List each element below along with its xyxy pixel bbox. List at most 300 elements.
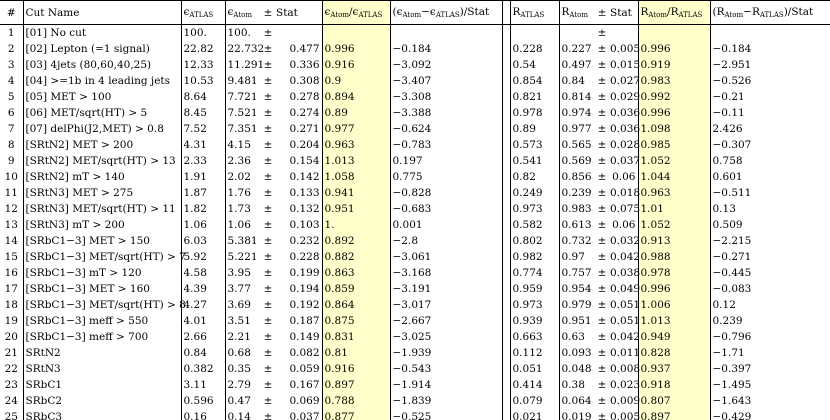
- eff-atlas: 10.53: [181, 73, 225, 89]
- eff-diff: [390, 25, 502, 42]
- eff-pm: ±: [263, 251, 273, 263]
- r-diff: −0.397: [710, 361, 830, 377]
- r-stat: 0.038: [610, 267, 641, 279]
- table-row: [0, 89, 830, 105]
- r-diff: 0.239: [710, 313, 830, 329]
- header-eff-atom: ϵAtom: [225, 1, 262, 25]
- r-atlas: 0.541: [510, 153, 559, 169]
- header-r-ratio: RAtom/RATLAS: [638, 1, 710, 25]
- row-index: 19: [4, 315, 18, 327]
- eff-atom: 1.73: [225, 201, 262, 217]
- row-index: 24: [4, 395, 18, 407]
- r-atlas: 0.54: [510, 57, 559, 73]
- r-diff: −0.796: [710, 329, 830, 345]
- r-ratio: 0.992: [638, 89, 710, 105]
- eff-diff: −0.783: [390, 137, 502, 153]
- r-atlas: 0.573: [510, 137, 559, 153]
- eff-diff: −0.543: [390, 361, 502, 377]
- cut-name: SRbC2: [23, 393, 181, 409]
- eff-ratio: 0.89: [322, 105, 390, 121]
- r-ratio: 0.913: [638, 233, 710, 249]
- eff-atlas: 0.596: [181, 393, 225, 409]
- table-row: [0, 25, 830, 42]
- table-row: [0, 201, 830, 217]
- table-row: [0, 329, 830, 345]
- column-separator: [502, 185, 510, 201]
- eff-atlas: 6.03: [181, 233, 225, 249]
- eff-ratio: 0.894: [322, 89, 390, 105]
- eff-pm: ±: [263, 219, 273, 231]
- r-atlas: 0.939: [510, 313, 559, 329]
- eff-stat: 0.037: [289, 411, 320, 420]
- column-separator: [502, 329, 510, 345]
- eff-ratio: 0.859: [322, 281, 390, 297]
- r-pm: ±: [597, 411, 607, 420]
- eff-atlas: 4.39: [181, 281, 225, 297]
- eff-pm: ±: [263, 123, 273, 135]
- r-pm: ±: [597, 267, 607, 279]
- table-row: [0, 169, 830, 185]
- r-diff: −0.526: [710, 73, 830, 89]
- header-r-atom: RAtom: [559, 1, 596, 25]
- row-index: 14: [4, 235, 18, 247]
- r-diff: −2.951: [710, 57, 830, 73]
- r-atom: 0.239: [559, 185, 596, 201]
- eff-stat: 0.228: [289, 251, 320, 263]
- eff-diff: 0.775: [390, 169, 502, 185]
- r-pm: ±: [597, 299, 607, 311]
- header-eff-atlas: ϵATLAS: [181, 1, 225, 25]
- r-stat: 0.036: [610, 107, 641, 119]
- eff-stat: 0.069: [289, 395, 320, 407]
- r-ratio: 0.996: [638, 41, 710, 57]
- eff-ratio: 0.916: [322, 361, 390, 377]
- column-separator: [502, 409, 510, 420]
- eff-diff: 0.197: [390, 153, 502, 169]
- cut-name: [SRbC1−3] mT > 120: [23, 265, 181, 281]
- eff-diff: −0.525: [390, 409, 502, 420]
- eff-diff: 0.001: [390, 217, 502, 233]
- r-atlas: 0.112: [510, 345, 559, 361]
- row-index: 4: [7, 75, 15, 87]
- r-pm: ±: [597, 251, 607, 263]
- eff-atom: 0.47: [225, 393, 262, 409]
- eff-ratio: 0.863: [322, 265, 390, 281]
- r-ratio: [638, 25, 710, 42]
- r-atom: 0.38: [559, 377, 596, 393]
- r-atlas: 0.802: [510, 233, 559, 249]
- column-separator: [502, 377, 510, 393]
- r-pm: ±: [597, 283, 607, 295]
- r-stat: 0.028: [610, 139, 641, 151]
- eff-pm: ±: [263, 363, 273, 375]
- r-pm: ±: [597, 363, 607, 375]
- r-ratio: 0.996: [638, 281, 710, 297]
- r-atlas: 0.663: [510, 329, 559, 345]
- r-pm: ±: [597, 43, 607, 55]
- eff-diff: −3.017: [390, 297, 502, 313]
- r-stat: [608, 25, 638, 42]
- r-atom: 0.613: [559, 217, 596, 233]
- eff-diff: −3.092: [390, 57, 502, 73]
- eff-atlas: 5.92: [181, 249, 225, 265]
- eff-stat: 0.278: [289, 91, 320, 103]
- r-pm: ±: [597, 315, 607, 327]
- cut-name: [SRbC1−3] MET/sqrt(HT) > 8: [23, 297, 181, 313]
- eff-ratio: [322, 25, 390, 42]
- eff-stat: 0.192: [289, 299, 320, 311]
- cut-name: SRbC3: [23, 409, 181, 420]
- cut-name: [SRtN2] MET/sqrt(HT) > 13: [23, 153, 181, 169]
- eff-stat: 0.204: [289, 139, 320, 151]
- row-index: 20: [4, 331, 18, 343]
- column-separator: [502, 41, 510, 57]
- r-diff: −0.11: [710, 105, 830, 121]
- r-ratio: 0.937: [638, 361, 710, 377]
- table-row: [0, 137, 830, 153]
- r-atlas: 0.774: [510, 265, 559, 281]
- r-diff: −0.429: [710, 409, 830, 420]
- r-atlas: 0.021: [510, 409, 559, 420]
- r-pm: ±: [597, 187, 607, 199]
- r-pm: ±: [597, 91, 607, 103]
- r-diff: −0.184: [710, 41, 830, 57]
- row-index: 9: [7, 155, 15, 167]
- column-separator: [502, 201, 510, 217]
- r-diff: −0.21: [710, 89, 830, 105]
- column-separator: [502, 73, 510, 89]
- r-ratio: 0.963: [638, 185, 710, 201]
- r-stat: 0.029: [610, 91, 641, 103]
- r-ratio: 1.013: [638, 313, 710, 329]
- column-separator: [502, 169, 510, 185]
- eff-atom: 4.15: [225, 137, 262, 153]
- eff-pm: ±: [263, 187, 273, 199]
- r-stat: 0.042: [610, 251, 641, 263]
- eff-stat: 0.308: [289, 75, 320, 87]
- eff-pm: ±: [263, 43, 273, 55]
- table-row: [0, 153, 830, 169]
- eff-atom: 7.721: [225, 89, 262, 105]
- eff-diff: −3.388: [390, 105, 502, 121]
- eff-atom: 11.291: [225, 57, 262, 73]
- eff-diff: −0.184: [390, 41, 502, 57]
- cut-name: SRbC1: [23, 377, 181, 393]
- r-ratio: 1.044: [638, 169, 710, 185]
- r-diff: −1.495: [710, 377, 830, 393]
- r-stat: 0.027: [610, 75, 641, 87]
- eff-atlas: 12.33: [181, 57, 225, 73]
- r-atlas: 0.89: [510, 121, 559, 137]
- r-atlas: 0.982: [510, 249, 559, 265]
- cut-name: [SRbC1−3] meff > 700: [23, 329, 181, 345]
- table-row: [0, 41, 830, 57]
- eff-pm: ±: [263, 395, 273, 407]
- r-diff: −1.71: [710, 345, 830, 361]
- r-pm: ±: [597, 331, 607, 343]
- cut-name: [03] 4jets (80,60,40,25): [23, 57, 181, 73]
- row-index: 10: [4, 171, 18, 183]
- r-ratio: 1.052: [638, 153, 710, 169]
- r-stat: 0.005: [610, 43, 641, 55]
- r-stat: 0.049: [610, 283, 641, 295]
- r-stat: 0.009: [610, 395, 641, 407]
- eff-atom: 2.21: [225, 329, 262, 345]
- r-atom: 0.064: [559, 393, 596, 409]
- eff-atom: 22.732: [225, 41, 262, 57]
- r-stat: 0.008: [610, 363, 641, 375]
- eff-atom: 3.95: [225, 265, 262, 281]
- header-r-diff: (RAtom−RATLAS)/Stat: [710, 1, 830, 25]
- column-separator: [502, 281, 510, 297]
- r-diff: −0.511: [710, 185, 830, 201]
- r-atom: 0.84: [559, 73, 596, 89]
- r-atlas: 0.959: [510, 281, 559, 297]
- eff-pm: ±: [263, 171, 273, 183]
- row-index: 13: [4, 219, 18, 231]
- eff-atlas: 3.11: [181, 377, 225, 393]
- r-diff: 0.509: [710, 217, 830, 233]
- r-atom: 0.983: [559, 201, 596, 217]
- eff-stat: 0.167: [289, 379, 320, 391]
- eff-atlas: 0.84: [181, 345, 225, 361]
- r-ratio: 0.919: [638, 57, 710, 73]
- eff-diff: −3.061: [390, 249, 502, 265]
- eff-ratio: 0.877: [322, 409, 390, 420]
- r-atom: 0.497: [559, 57, 596, 73]
- eff-atom: 0.14: [225, 409, 262, 420]
- row-index: 1: [7, 27, 15, 39]
- cut-name: [05] MET > 100: [23, 89, 181, 105]
- eff-atom: 7.351: [225, 121, 262, 137]
- r-atom: 0.814: [559, 89, 596, 105]
- row-index: 7: [7, 123, 15, 135]
- table-row: [0, 265, 830, 281]
- column-separator: [502, 217, 510, 233]
- eff-pm: ±: [263, 235, 273, 247]
- table-row: [0, 361, 830, 377]
- r-atlas: 0.821: [510, 89, 559, 105]
- eff-ratio: 0.916: [322, 57, 390, 73]
- r-pm: ±: [597, 75, 607, 87]
- r-atlas: 0.079: [510, 393, 559, 409]
- eff-pm: ±: [263, 299, 273, 311]
- eff-stat: 0.154: [289, 155, 320, 167]
- row-index: 5: [7, 91, 15, 103]
- column-separator: [502, 297, 510, 313]
- r-ratio: 0.807: [638, 393, 710, 409]
- column-separator: [502, 121, 510, 137]
- eff-diff: −3.168: [390, 265, 502, 281]
- cut-name: SRtN3: [23, 361, 181, 377]
- eff-atlas: 2.33: [181, 153, 225, 169]
- eff-diff: −0.683: [390, 201, 502, 217]
- eff-pm: ±: [263, 267, 273, 279]
- eff-ratio: 0.951: [322, 201, 390, 217]
- column-separator: [502, 265, 510, 281]
- table-row: [0, 233, 830, 249]
- r-ratio: 0.988: [638, 249, 710, 265]
- r-ratio: 0.828: [638, 345, 710, 361]
- r-atom: 0.856: [559, 169, 596, 185]
- cut-name: [01] No cut: [23, 25, 181, 42]
- eff-atom: 9.481: [225, 73, 262, 89]
- r-ratio: 1.01: [638, 201, 710, 217]
- column-separator: [502, 89, 510, 105]
- r-atlas: 0.973: [510, 297, 559, 313]
- table-row: [0, 297, 830, 313]
- eff-atlas: 2.66: [181, 329, 225, 345]
- column-separator: [502, 393, 510, 409]
- header-pm: ±: [262, 1, 274, 25]
- r-diff: 2.426: [710, 121, 830, 137]
- row-index: 18: [4, 299, 18, 311]
- cut-name: SRtN2: [23, 345, 181, 361]
- r-atom: 0.048: [559, 361, 596, 377]
- column-separator: [502, 25, 510, 42]
- column-separator: [502, 249, 510, 265]
- r-pm: ±: [597, 171, 607, 183]
- r-atlas: 0.973: [510, 201, 559, 217]
- eff-atom: 1.76: [225, 185, 262, 201]
- table-row: [0, 105, 830, 121]
- column-separator: [502, 57, 510, 73]
- eff-diff: −2.8: [390, 233, 502, 249]
- r-diff: −0.307: [710, 137, 830, 153]
- r-atlas: 0.82: [510, 169, 559, 185]
- r-diff: −2.215: [710, 233, 830, 249]
- r-pm: ±: [597, 235, 607, 247]
- r-diff: 0.12: [710, 297, 830, 313]
- eff-pm: ±: [263, 27, 273, 39]
- cut-name: [SRbC1−3] MET/sqrt(HT) > 7: [23, 249, 181, 265]
- table-row: [0, 57, 830, 73]
- r-pm: ±: [597, 27, 607, 39]
- r-stat: 0.042: [610, 331, 641, 343]
- eff-ratio: 0.897: [322, 377, 390, 393]
- r-stat: 0.032: [610, 235, 641, 247]
- eff-ratio: 0.81: [322, 345, 390, 361]
- column-separator: [502, 345, 510, 361]
- header-row: [0, 1, 830, 25]
- eff-atlas: 4.31: [181, 137, 225, 153]
- eff-diff: −0.828: [390, 185, 502, 201]
- eff-atom: 7.521: [225, 105, 262, 121]
- r-ratio: 1.006: [638, 297, 710, 313]
- eff-ratio: 0.963: [322, 137, 390, 153]
- eff-diff: −3.407: [390, 73, 502, 89]
- row-index: 17: [4, 283, 18, 295]
- r-ratio: 1.052: [638, 217, 710, 233]
- eff-pm: ±: [263, 139, 273, 151]
- eff-atlas: 1.06: [181, 217, 225, 233]
- r-diff: 0.758: [710, 153, 830, 169]
- r-pm: ±: [597, 139, 607, 151]
- r-atom: 0.565: [559, 137, 596, 153]
- eff-ratio: 1.: [322, 217, 390, 233]
- cut-name: [SRtN3] mT > 200: [23, 217, 181, 233]
- cut-name: [04] >=1b in 4 leading jets: [23, 73, 181, 89]
- eff-pm: ±: [263, 283, 273, 295]
- r-atlas: 0.051: [510, 361, 559, 377]
- r-atom: [559, 25, 596, 42]
- eff-atlas: 100.: [181, 25, 225, 42]
- r-atlas: 0.249: [510, 185, 559, 201]
- eff-atom: 3.77: [225, 281, 262, 297]
- r-atom: 0.979: [559, 297, 596, 313]
- r-stat: 0.023: [610, 379, 641, 391]
- eff-diff: −1.914: [390, 377, 502, 393]
- table-row: [0, 377, 830, 393]
- eff-atom: 2.36: [225, 153, 262, 169]
- r-pm: ±: [597, 219, 607, 231]
- row-index: 22: [4, 363, 18, 375]
- eff-stat: 0.232: [289, 235, 320, 247]
- eff-atom: 2.79: [225, 377, 262, 393]
- r-stat: 0.06: [612, 171, 636, 183]
- eff-pm: ±: [263, 59, 273, 71]
- r-diff: 0.13: [710, 201, 830, 217]
- eff-atlas: 1.82: [181, 201, 225, 217]
- eff-pm: ±: [263, 203, 273, 215]
- header-cut-name: Cut Name: [23, 1, 181, 25]
- r-atom: 0.951: [559, 313, 596, 329]
- cut-name: [SRbC1−3] MET > 160: [23, 281, 181, 297]
- cut-name: [SRbC1−3] MET > 150: [23, 233, 181, 249]
- row-index: 25: [4, 411, 18, 420]
- table-body: [0, 25, 830, 420]
- r-pm: ±: [597, 155, 607, 167]
- table-row: [0, 393, 830, 409]
- r-atom: 0.954: [559, 281, 596, 297]
- cut-name: [06] MET/sqrt(HT) > 5: [23, 105, 181, 121]
- row-index: 21: [4, 347, 18, 359]
- eff-atom: 5.221: [225, 249, 262, 265]
- header-r-stat: Stat: [608, 1, 638, 25]
- r-atlas: 0.978: [510, 105, 559, 121]
- table-row: [0, 185, 830, 201]
- r-atom: 0.732: [559, 233, 596, 249]
- r-stat: 0.051: [610, 299, 641, 311]
- column-separator: [502, 233, 510, 249]
- eff-stat: 0.477: [289, 43, 320, 55]
- eff-pm: ±: [263, 347, 273, 359]
- r-stat: 0.015: [610, 59, 641, 71]
- cut-name: [SRtN3] MET > 275: [23, 185, 181, 201]
- r-diff: −0.445: [710, 265, 830, 281]
- eff-atom: 5.381: [225, 233, 262, 249]
- eff-atom: 3.69: [225, 297, 262, 313]
- r-atom: 0.019: [559, 409, 596, 420]
- r-ratio: 0.918: [638, 377, 710, 393]
- r-ratio: 0.996: [638, 105, 710, 121]
- header-index: #: [0, 1, 23, 25]
- r-stat: 0.06: [612, 219, 636, 231]
- table-row: [0, 73, 830, 89]
- eff-atlas: 0.16: [181, 409, 225, 420]
- eff-pm: ±: [263, 75, 273, 87]
- r-pm: ±: [597, 59, 607, 71]
- eff-atlas: 7.52: [181, 121, 225, 137]
- eff-stat: 0.271: [289, 123, 320, 135]
- table-row: [0, 345, 830, 361]
- eff-stat: 0.059: [289, 363, 320, 375]
- column-separator: [502, 313, 510, 329]
- eff-stat: [274, 25, 322, 42]
- row-index: 3: [7, 59, 15, 71]
- eff-stat: 0.133: [289, 187, 320, 199]
- r-atom: 0.093: [559, 345, 596, 361]
